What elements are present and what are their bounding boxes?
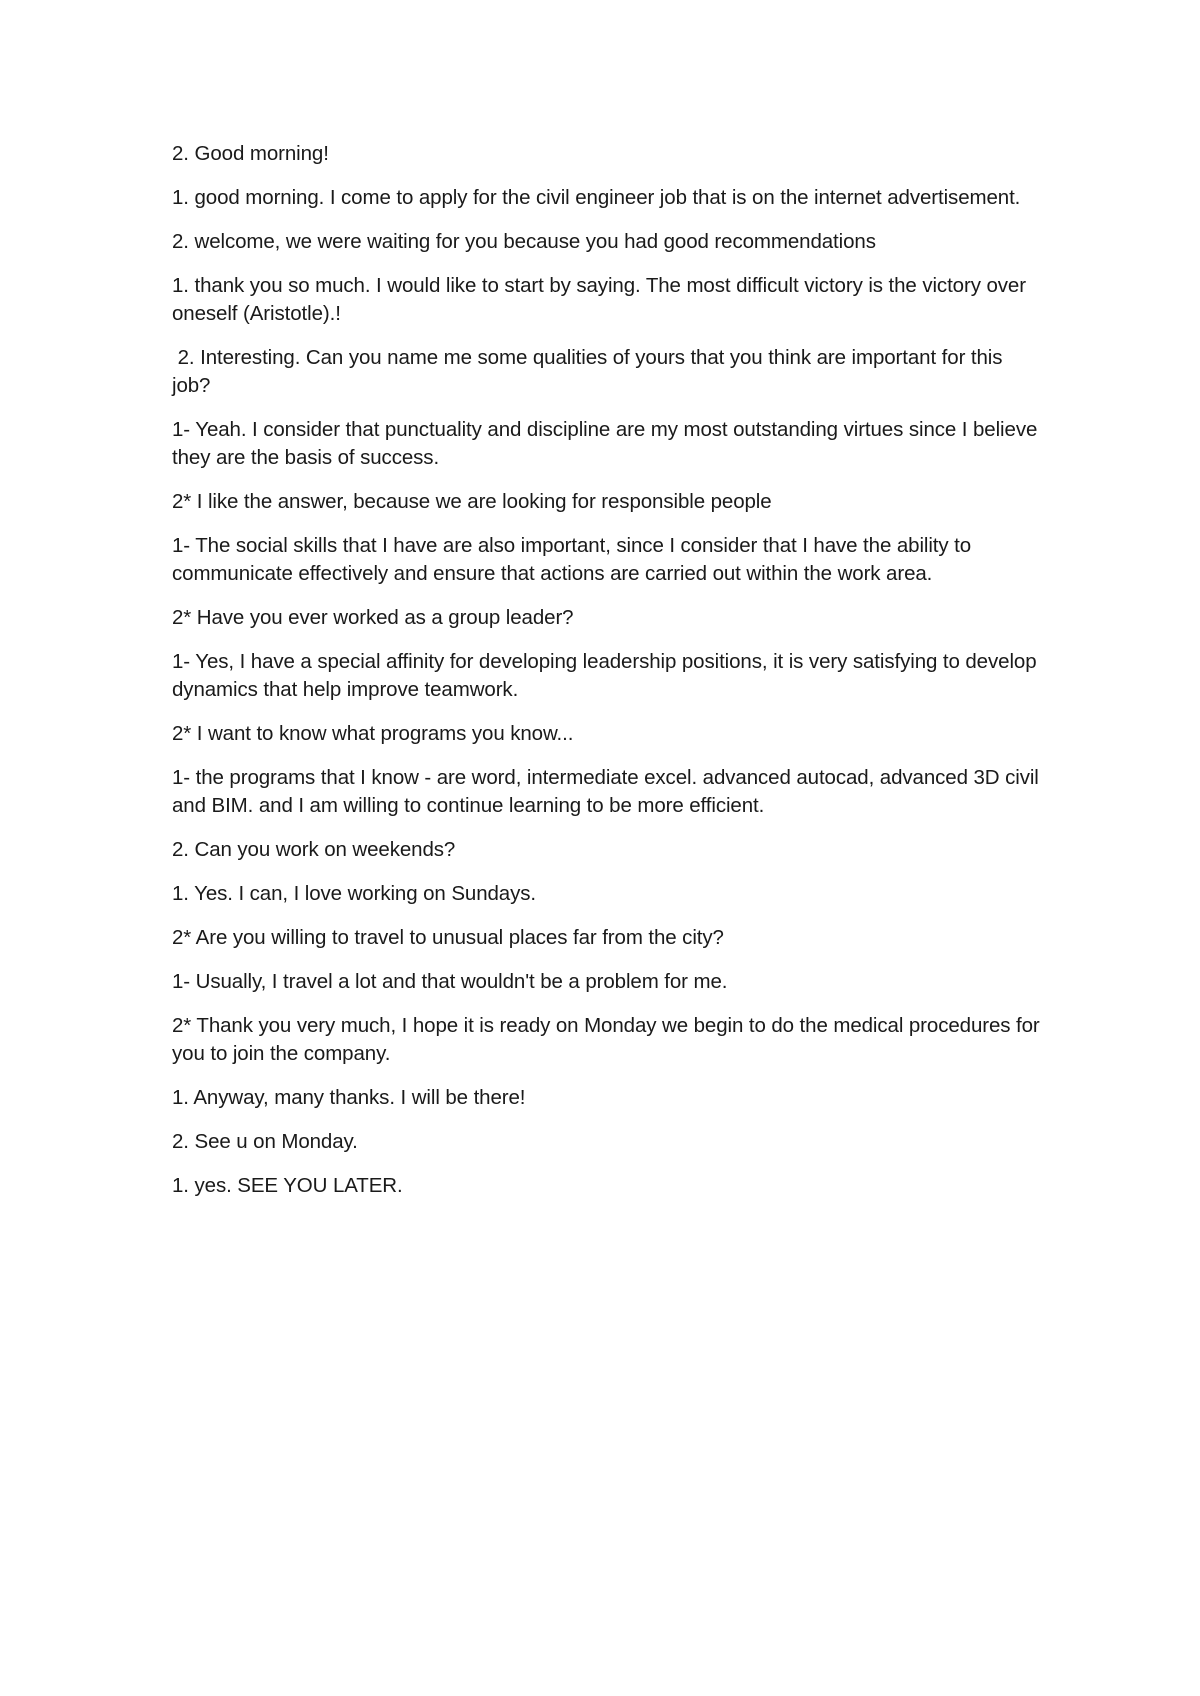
- dialogue-line: 1. yes. SEE YOU LATER.: [172, 1174, 403, 1197]
- dialogue-line: 2* Have you ever worked as a group leader?: [172, 606, 574, 629]
- dialogue-line: 1. good morning. I come to apply for the civil engineer job that is on the internet advertisement.: [172, 186, 1021, 209]
- dialogue-line: 1- Yeah. I consider that punctuality and discipline are my most outstanding virtues since I believe they are the basis of success.: [172, 418, 1043, 469]
- dialogue-line: 2. Can you work on weekends?: [172, 838, 456, 861]
- dialogue-line: 1. Anyway, many thanks. I will be there!: [172, 1086, 526, 1109]
- dialogue-line: 2. See u on Monday.: [172, 1130, 358, 1153]
- dialogue-line: 1. thank you so much. I would like to start by saying. The most difficult victory is the victory over oneself (Aristotle).!: [172, 274, 1032, 325]
- dialogue-text: [172, 140, 1046, 1216]
- dialogue-line: 1- the programs that I know - are word, intermediate excel. advanced autocad, advanced 3D civil and BIM. and I am willing to continue learning to be more efficient.: [172, 766, 1045, 817]
- dialogue-line: 2. Good morning!: [172, 142, 329, 165]
- dialogue-line: 1. Yes. I can, I love working on Sundays.: [172, 882, 536, 905]
- dialogue-line: 1- Usually, I travel a lot and that wouldn't be a problem for me.: [172, 970, 728, 993]
- dialogue-line: 2* Thank you very much, I hope it is ready on Monday we begin to do the medical procedures for you to join the company.: [172, 1014, 1046, 1065]
- dialogue-line: 2* I want to know what programs you know...: [172, 722, 574, 745]
- dialogue-line: 2. Interesting. Can you name me some qualities of yours that you think are important for this job?: [172, 346, 1009, 397]
- dialogue-line: 2* I like the answer, because we are looking for responsible people: [172, 490, 772, 513]
- dialogue-line: 2. welcome, we were waiting for you because you had good recommendations: [172, 230, 876, 253]
- dialogue-line: 1- The social skills that I have are also important, since I consider that I have the ability to communicate effectively and ensure that actions are carried out within the work area.: [172, 534, 977, 585]
- dialogue-line: 1- Yes, I have a special affinity for developing leadership positions, it is very satisfying to develop dynamics that help improve teamwork.: [172, 650, 1043, 701]
- dialogue-line: 2* Are you willing to travel to unusual places far from the city?: [172, 926, 724, 949]
